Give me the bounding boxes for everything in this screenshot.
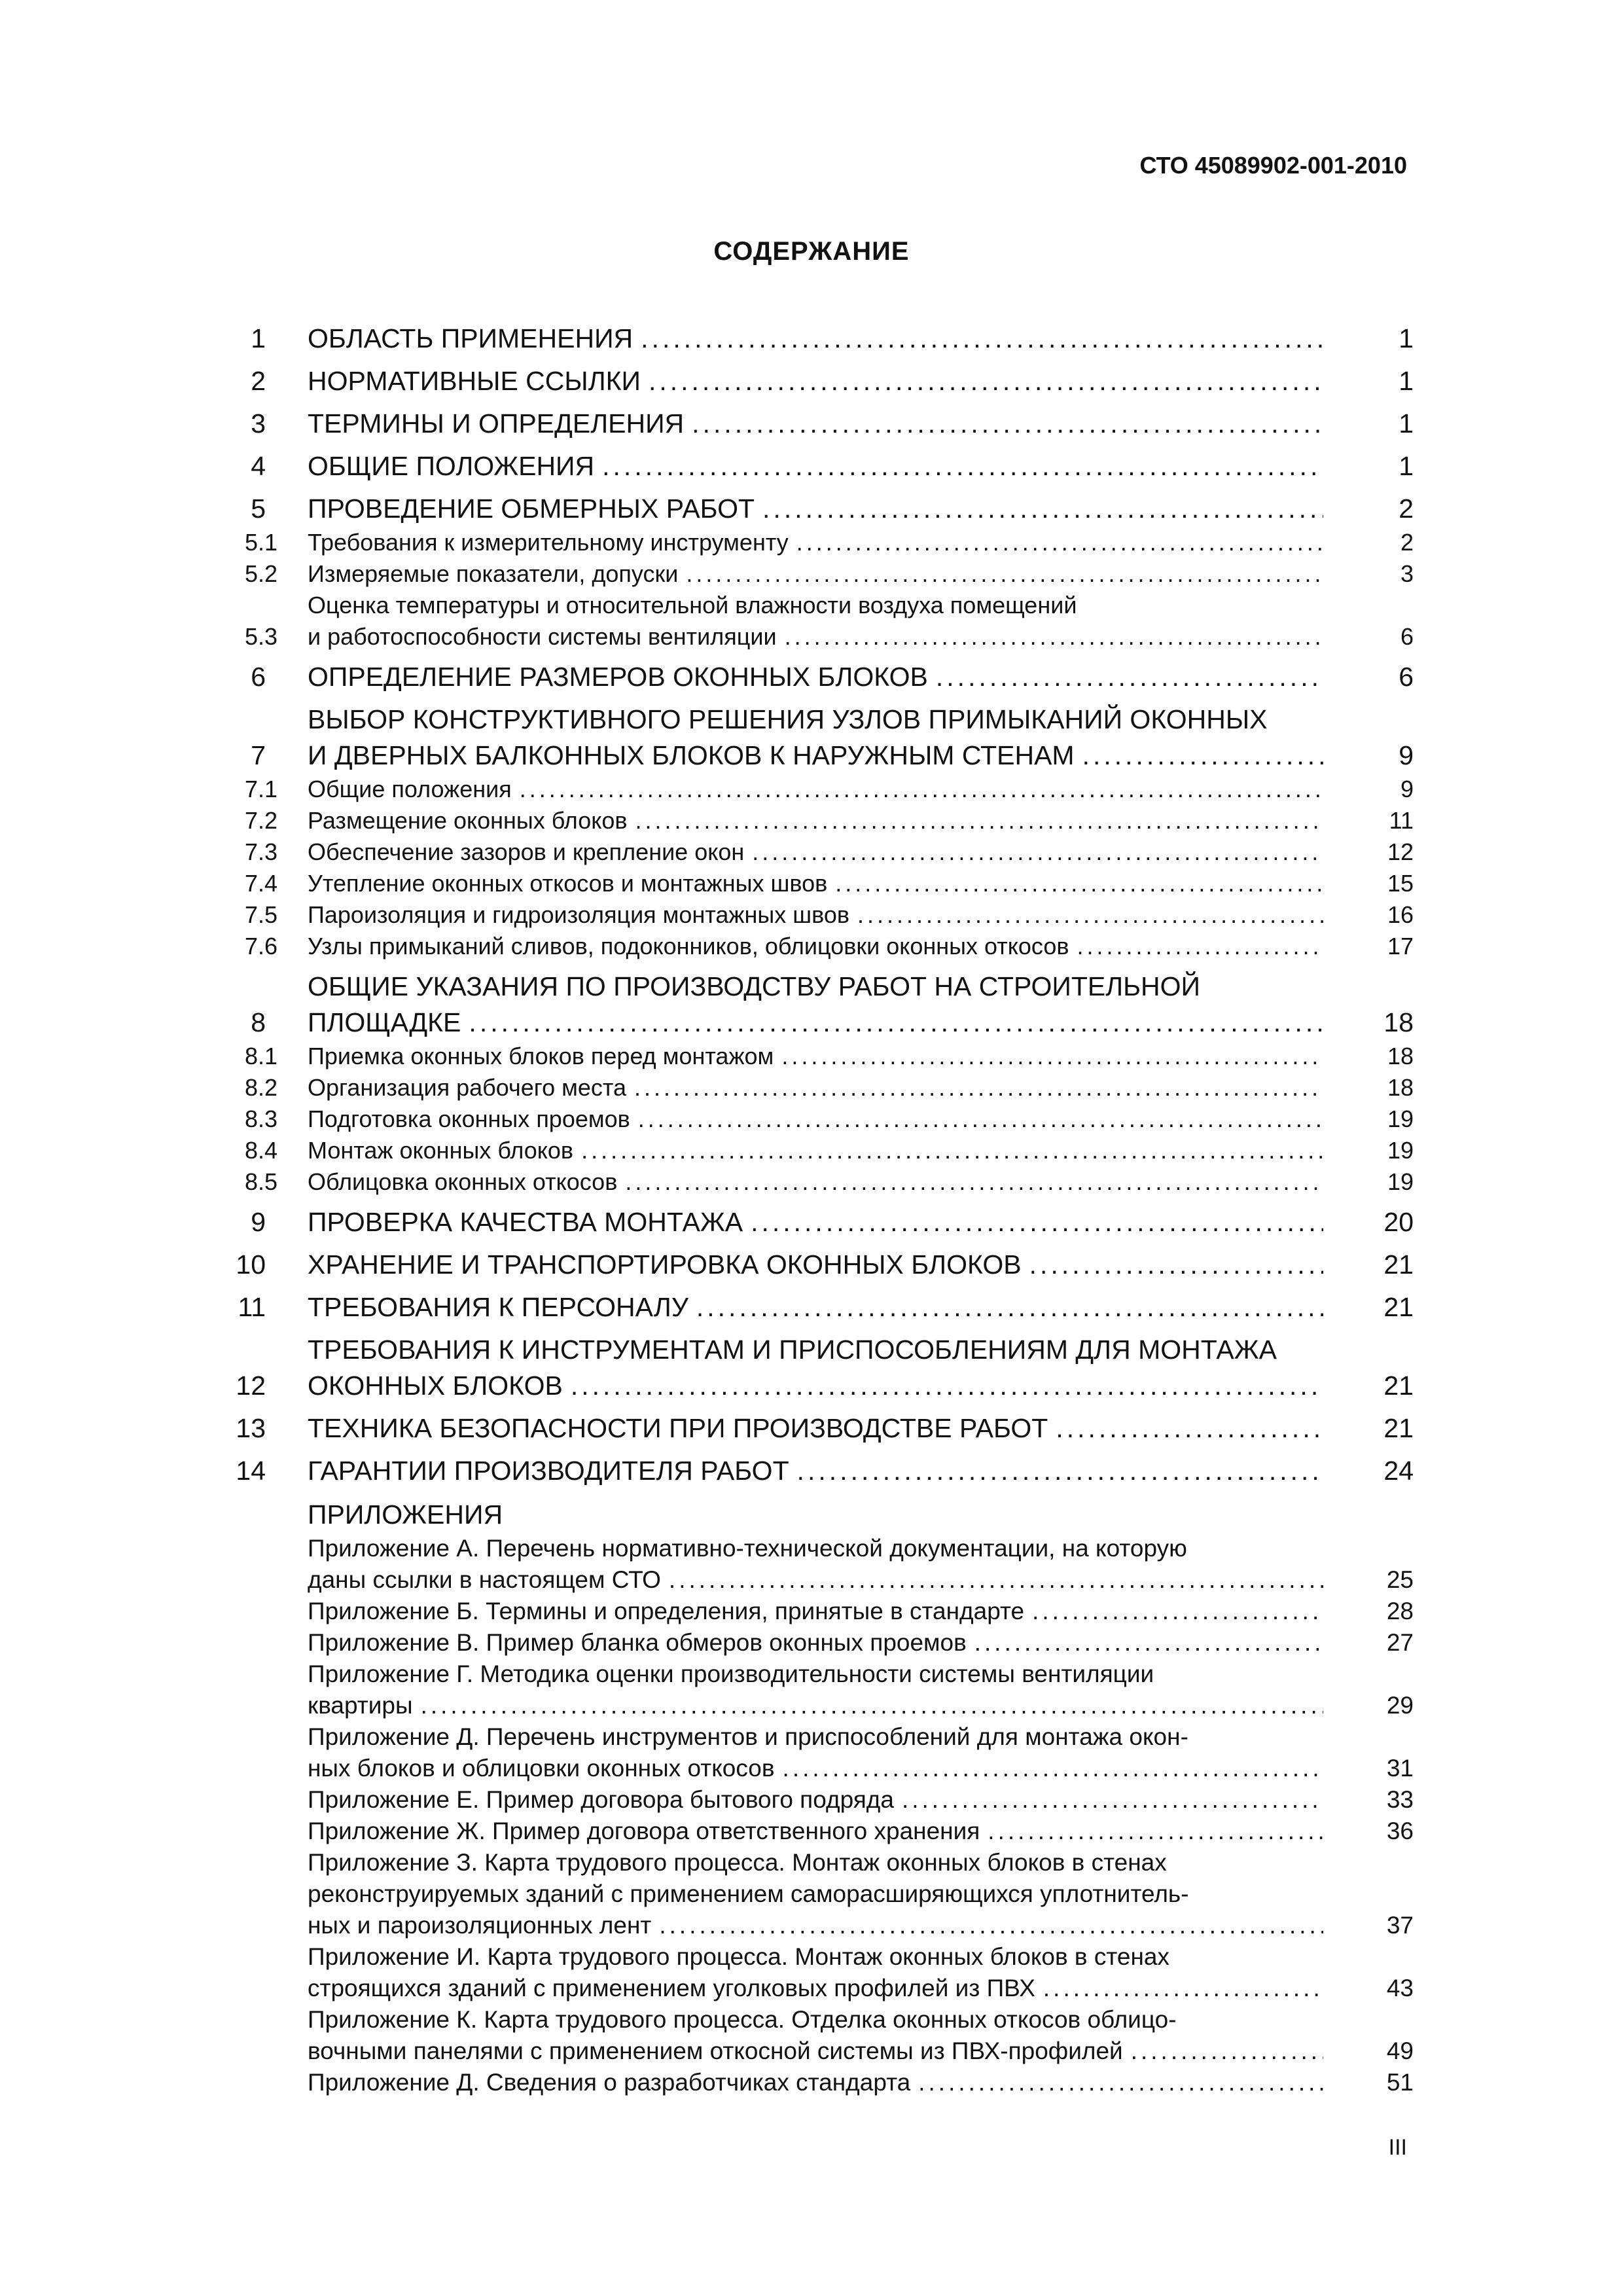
toc-entry-number: 12 [236, 1371, 266, 1401]
toc-entry-number: 7 [251, 740, 266, 770]
appendix-entry [196, 1721, 1414, 1784]
toc-entry-title [308, 1103, 1331, 1135]
toc-entry-number: 1 [251, 323, 266, 353]
dot-leader [625, 1166, 1323, 1198]
toc-entry-title-line: Приложение К. Карта трудового процесса. Отделка оконных откосов облицо- [308, 2006, 1177, 2033]
appendix-entry [196, 1941, 1414, 2004]
toc-entry-page: 21 [1383, 1413, 1414, 1443]
toc-entry [196, 1453, 1414, 1489]
toc-entry [196, 899, 1414, 931]
toc-entry-title-line: Приложение В. Пример бланка обмеров оконных проемов [308, 1629, 967, 1656]
dot-leader [469, 1005, 1323, 1041]
toc-entry-page: 12 [1387, 838, 1414, 865]
toc-entry [196, 491, 1414, 527]
dot-leader [751, 1204, 1323, 1240]
toc-entry [196, 1247, 1414, 1283]
dot-leader [785, 621, 1323, 653]
dot-leader [936, 659, 1323, 695]
toc-entry-title-line: Облицовка оконных откосов [308, 1168, 618, 1195]
toc-entry [196, 527, 1414, 558]
appendix-entry [196, 1659, 1414, 1721]
toc-entry-title-line: Утепление оконных откосов и монтажных швов [308, 870, 828, 897]
document-code: СТО 45089902-001-2010 [1139, 152, 1407, 179]
toc-entry-number: 5 [251, 493, 266, 524]
toc-entry-title-line: Монтаж оконных блоков [308, 1137, 574, 1164]
toc-entry-page: 31 [1386, 1755, 1414, 1782]
toc-entry [196, 558, 1414, 590]
toc-entry-title [308, 363, 1331, 399]
dot-leader [797, 1453, 1323, 1489]
toc-entry-title [308, 590, 1331, 653]
page-title: СОДЕРЖАНИЕ [713, 237, 910, 266]
toc-entry-title-line: Оценка температуры и относительной влажности воздуха помещений [308, 592, 1077, 619]
toc-entry-number: 7.3 [244, 838, 277, 865]
toc-entry [196, 836, 1414, 868]
toc-entry-number: 3 [251, 408, 266, 439]
toc-entry-number: 5.1 [244, 529, 277, 556]
toc-entry-page: 49 [1386, 2037, 1414, 2064]
dot-leader [988, 1816, 1323, 1847]
toc-entry [196, 406, 1414, 442]
toc-entry-title-line: и работоспособности системы вентиляции [308, 623, 777, 650]
toc-entry [196, 590, 1414, 653]
toc-entry-number: 2 [251, 366, 266, 396]
toc-entry-title [308, 774, 1331, 805]
toc-entry-title-line: Обеспечение зазоров и крепление окон [308, 838, 745, 865]
toc-entry-page: 51 [1386, 2069, 1414, 2096]
toc-entry-page: 16 [1387, 901, 1414, 928]
toc-entry-title [308, 321, 1331, 357]
toc-entry-title-line: И ДВЕРНЫХ БАЛКОННЫХ БЛОКОВ К НАРУЖНЫМ СТЕНАМ [308, 740, 1075, 770]
toc-entry [196, 702, 1414, 774]
dot-leader [902, 1784, 1323, 1816]
toc-entry-page: 2 [1399, 493, 1414, 524]
toc-entry-title [308, 1596, 1331, 1627]
toc-entry [196, 1166, 1414, 1198]
toc-entry-title-line: ОПРЕДЕЛЕНИЕ РАЗМЕРОВ ОКОННЫХ БЛОКОВ [308, 662, 928, 692]
toc-entry-page: 18 [1387, 1074, 1414, 1101]
dot-leader [857, 899, 1323, 931]
toc-entry-number: 10 [236, 1249, 266, 1280]
toc-entry [196, 1332, 1414, 1404]
toc-entry-title-line: Общие положения [308, 776, 512, 802]
toc-entry-title-line: ВЫБОР КОНСТРУКТИВНОГО РЕШЕНИЯ УЗЛОВ ПРИМЫКАНИЙ ОКОННЫХ [308, 704, 1268, 734]
toc-entry-title-line: строящихся зданий с применением уголковых профилей из ПВХ [308, 1975, 1035, 2001]
toc-entry-page: 1 [1399, 408, 1414, 439]
toc-entry-title-line: ных и пароизоляционных лент [308, 1912, 652, 1939]
toc-entry-title [308, 1721, 1331, 1784]
toc-entry [196, 1072, 1414, 1103]
dot-leader [1131, 2036, 1323, 2067]
toc-entry-title [308, 1289, 1331, 1325]
toc-entry-title [308, 659, 1331, 695]
toc-entry-title-line: Узлы примыканий сливов, подоконников, облицовки оконных откосов [308, 933, 1069, 960]
toc-entry-title-line: Приложение З. Карта трудового процесса. Монтаж оконных блоков в стенах [308, 1849, 1167, 1876]
toc-entry-title [308, 1166, 1331, 1198]
dot-leader [686, 558, 1323, 590]
toc-entry-title [308, 868, 1331, 899]
dot-leader [1056, 1410, 1323, 1446]
toc-entry-title-line: ТЕХНИКА БЕЗОПАСНОСТИ ПРИ ПРОИЗВОДСТВЕ РАБОТ [308, 1413, 1048, 1443]
toc-entry [196, 1289, 1414, 1325]
toc-entry-page: 19 [1387, 1105, 1414, 1132]
toc-entry-title [308, 1659, 1331, 1721]
toc-entry-title [308, 1816, 1331, 1847]
appendix-entry [196, 1816, 1414, 1847]
toc-entry-number: 8 [251, 1007, 266, 1037]
dot-leader [781, 1041, 1323, 1072]
toc-entry-number: 8.4 [244, 1137, 277, 1164]
toc-entry-title-line: ОКОННЫХ БЛОКОВ [308, 1371, 563, 1401]
toc-entry-title [308, 1204, 1331, 1240]
toc-entry-title-line: Требования к измерительному инструменту [308, 529, 789, 556]
toc-entry-page: 6 [1400, 623, 1414, 650]
appendices-heading: ПРИЛОЖЕНИЯ [308, 1499, 503, 1530]
toc-entry-page: 29 [1386, 1692, 1414, 1719]
toc-entry-title [308, 406, 1331, 442]
toc-entry-title-line: ГАРАНТИИ ПРОИЗВОДИТЕЛЯ РАБОТ [308, 1456, 789, 1486]
toc-entry-number: 7.2 [244, 807, 277, 834]
toc-entry-title [308, 1247, 1331, 1283]
appendix-entry [196, 1596, 1414, 1627]
toc-entry-title-line: ХРАНЕНИЕ И ТРАНСПОРТИРОВКА ОКОННЫХ БЛОКОВ [308, 1249, 1022, 1280]
toc-entry [196, 363, 1414, 399]
toc-entry-page: 2 [1400, 529, 1414, 556]
toc-entry-title [308, 1847, 1331, 1941]
appendix-entry [196, 1784, 1414, 1816]
toc-entry-title [308, 1041, 1331, 1072]
dot-leader [835, 868, 1323, 899]
toc-entry-title-line: Приложение Г. Методика оценки производительности системы вентиляции [308, 1660, 1154, 1687]
toc-entry-number: 8.2 [244, 1074, 277, 1101]
toc-entry-title-line: Приемка оконных блоков перед монтажом [308, 1043, 774, 1069]
toc-entry-title-line: Подготовка оконных проемов [308, 1105, 630, 1132]
toc-entry-page: 9 [1399, 740, 1414, 770]
toc-entry-title-line: НОРМАТИВНЫЕ ССЫЛКИ [308, 366, 641, 396]
toc-entry-page: 3 [1400, 560, 1414, 587]
toc-entry-page: 18 [1387, 1043, 1414, 1069]
toc-entry-title-line: ПЛОЩАДКЕ [308, 1007, 461, 1037]
toc-entry-title-line: ОБЩИЕ ПОЛОЖЕНИЯ [308, 451, 595, 481]
toc-entry-title-line: ТРЕБОВАНИЯ К ИНСТРУМЕНТАМ И ПРИСПОСОБЛЕНИЯМ ДЛЯ МОНТАЖА [308, 1335, 1277, 1365]
toc-entry-number: 7.1 [244, 776, 277, 802]
toc-entry [196, 868, 1414, 899]
table-of-contents [196, 314, 1414, 2098]
toc-entry-number: 5.3 [244, 623, 277, 650]
toc-entry-title [308, 1410, 1331, 1446]
toc-entry-number: 7.4 [244, 870, 277, 897]
toc-entry-title-line: ТЕРМИНЫ И ОПРЕДЕЛЕНИЯ [308, 408, 685, 439]
toc-entry-page: 21 [1383, 1292, 1414, 1322]
dot-leader [641, 321, 1323, 357]
toc-entry-page: 28 [1386, 1598, 1414, 1624]
dot-leader [752, 836, 1323, 868]
toc-entry [196, 448, 1414, 484]
toc-entry-number: 8.5 [244, 1168, 277, 1195]
toc-entry-title [308, 1784, 1331, 1816]
toc-entry-title [308, 448, 1331, 484]
toc-entry-number: 4 [251, 451, 266, 481]
toc-entry-title [308, 491, 1331, 527]
dot-leader [638, 1103, 1323, 1135]
toc-entry-title-line: Приложение Е. Пример договора бытового подряда [308, 1786, 894, 1813]
toc-entry-page: 15 [1387, 870, 1414, 897]
toc-entry-page: 36 [1386, 1818, 1414, 1844]
toc-entry-title-line: реконструируемых зданий с применением саморасширяющихся уплотнитель- [308, 1880, 1189, 1907]
toc-entry-page: 21 [1383, 1249, 1414, 1280]
toc-entry-title [308, 527, 1331, 558]
toc-entry-title-line: Приложение И. Карта трудового процесса. Монтаж оконных блоков в стенах [308, 1943, 1169, 1970]
appendix-entry [196, 2067, 1414, 2098]
toc-entry-title [308, 836, 1331, 868]
toc-entry-page: 1 [1399, 451, 1414, 481]
dot-leader [783, 1753, 1323, 1784]
dot-leader [1029, 1247, 1323, 1283]
page-number: III [1388, 2135, 1407, 2160]
dot-leader [692, 406, 1323, 442]
toc-entry-title [308, 1941, 1331, 2004]
toc-entry-number: 6 [251, 662, 266, 692]
toc-entry-page: 1 [1399, 323, 1414, 353]
dot-leader [659, 1910, 1323, 1941]
dot-leader [649, 363, 1323, 399]
dot-leader [696, 1289, 1323, 1325]
toc-entry-page: 17 [1387, 933, 1414, 960]
toc-entry-title [308, 558, 1331, 590]
toc-entry [196, 321, 1414, 357]
dot-leader [635, 805, 1323, 836]
toc-entry-title [308, 702, 1331, 774]
toc-entry-title-line: ОБЩИЕ УКАЗАНИЯ ПО ПРОИЗВОДСТВУ РАБОТ НА СТРОИТЕЛЬНОЙ [308, 971, 1201, 1001]
toc-entry-title [308, 1135, 1331, 1166]
toc-entry-title [308, 1072, 1331, 1103]
dot-leader [918, 2067, 1323, 2098]
toc-entry-page: 18 [1383, 1007, 1414, 1037]
dot-leader [1032, 1596, 1323, 1627]
toc-entry-title [308, 899, 1331, 931]
dot-leader [571, 1368, 1323, 1404]
toc-entry-page: 24 [1383, 1456, 1414, 1486]
dot-leader [520, 774, 1323, 805]
appendix-entry [196, 2004, 1414, 2067]
toc-entry-title-line: ПРОВЕДЕНИЕ ОБМЕРНЫХ РАБОТ [308, 493, 755, 524]
toc-entry-title-line: Приложение Ж. Пример договора ответственного хранения [308, 1818, 980, 1844]
toc-entry [196, 931, 1414, 962]
toc-entry-page: 20 [1383, 1207, 1414, 1237]
toc-entry-title-line: Приложение А. Перечень нормативно-технической документации, на которую [308, 1535, 1187, 1562]
toc-entry [196, 1103, 1414, 1135]
dot-leader [1043, 1973, 1323, 2004]
toc-entry [196, 659, 1414, 695]
dot-leader [669, 1564, 1323, 1596]
toc-entry-page: 19 [1387, 1168, 1414, 1195]
dot-leader [1077, 931, 1323, 962]
toc-entry-title-line: Приложение Д. Сведения о разработчиках стандарта [308, 2069, 911, 2096]
toc-entry-title-line: Приложение Д. Перечень инструментов и приспособлений для монтажа окон- [308, 1723, 1188, 1750]
toc-entry-number: 5.2 [244, 560, 277, 587]
toc-entry-title [308, 1533, 1331, 1596]
toc-entry-number: 8.1 [244, 1043, 277, 1069]
toc-entry-page: 43 [1386, 1975, 1414, 2001]
toc-entry-title-line: Пароизоляция и гидроизоляция монтажных швов [308, 901, 850, 928]
appendix-entry [196, 1627, 1414, 1659]
toc-entry-number: 13 [236, 1413, 266, 1443]
toc-entry-title [308, 969, 1331, 1041]
toc-entry-title-line: Приложение Б. Термины и определения, принятые в стандарте [308, 1598, 1025, 1624]
toc-entry [196, 1204, 1414, 1240]
dot-leader [634, 1072, 1323, 1103]
toc-entry-number: 11 [238, 1292, 266, 1322]
toc-entry-title-line: ПРОВЕРКА КАЧЕСТВА МОНТАЖА [308, 1207, 743, 1237]
toc-entry-page: 33 [1386, 1786, 1414, 1813]
toc-entry-title-line: квартиры [308, 1692, 413, 1719]
toc-entry-title [308, 2067, 1331, 2098]
toc-entry-page: 9 [1400, 776, 1414, 802]
toc-entry [196, 1135, 1414, 1166]
dot-leader [602, 448, 1323, 484]
toc-entry-page: 25 [1386, 1566, 1414, 1593]
toc-entry-number: 14 [236, 1456, 266, 1486]
toc-entry-page: 1 [1399, 366, 1414, 396]
dot-leader [762, 491, 1323, 527]
toc-entry-title-line: вочными панелями с применением откосной системы из ПВХ-профилей [308, 2037, 1123, 2064]
dot-leader [796, 527, 1323, 558]
toc-entry [196, 805, 1414, 836]
toc-entry-title [308, 2004, 1331, 2067]
toc-entry-number: 8.3 [244, 1105, 277, 1132]
toc-entry-number: 7.5 [244, 901, 277, 928]
toc-entry-title [308, 931, 1331, 962]
toc-entry-page: 37 [1386, 1912, 1414, 1939]
toc-entry-title-line: Размещение оконных блоков [308, 807, 628, 834]
toc-entry-number: 9 [251, 1207, 266, 1237]
toc-entry-title-line: ных блоков и облицовки оконных откосов [308, 1755, 775, 1782]
toc-entry-title-line: Организация рабочего места [308, 1074, 627, 1101]
toc-entry-title [308, 1627, 1331, 1659]
toc-entry-title [308, 805, 1331, 836]
toc-entry [196, 774, 1414, 805]
toc-entry-page: 21 [1383, 1371, 1414, 1401]
toc-entry-number: 7.6 [244, 933, 277, 960]
dot-leader [974, 1627, 1323, 1659]
toc-entry-page: 19 [1387, 1137, 1414, 1164]
toc-entry-title-line: ОБЛАСТЬ ПРИМЕНЕНИЯ [308, 323, 633, 353]
dot-leader [581, 1135, 1323, 1166]
toc-entry-page: 6 [1399, 662, 1414, 692]
appendix-entry [196, 1847, 1414, 1941]
toc-entry-page: 27 [1386, 1629, 1414, 1656]
toc-entry-page: 11 [1389, 807, 1414, 834]
toc-entry [196, 969, 1414, 1041]
toc-entry-title [308, 1332, 1331, 1404]
appendix-entry [196, 1533, 1414, 1596]
toc-entry-title-line: Измеряемые показатели, допуски [308, 560, 679, 587]
toc-entry-title-line: даны ссылки в настоящем СТО [308, 1566, 661, 1593]
toc-entry [196, 1041, 1414, 1072]
toc-entry-title-line: ТРЕБОВАНИЯ К ПЕРСОНАЛУ [308, 1292, 688, 1322]
toc-entry-title [308, 1453, 1331, 1489]
dot-leader [1082, 738, 1323, 774]
dot-leader [421, 1690, 1323, 1721]
toc-entry [196, 1410, 1414, 1446]
